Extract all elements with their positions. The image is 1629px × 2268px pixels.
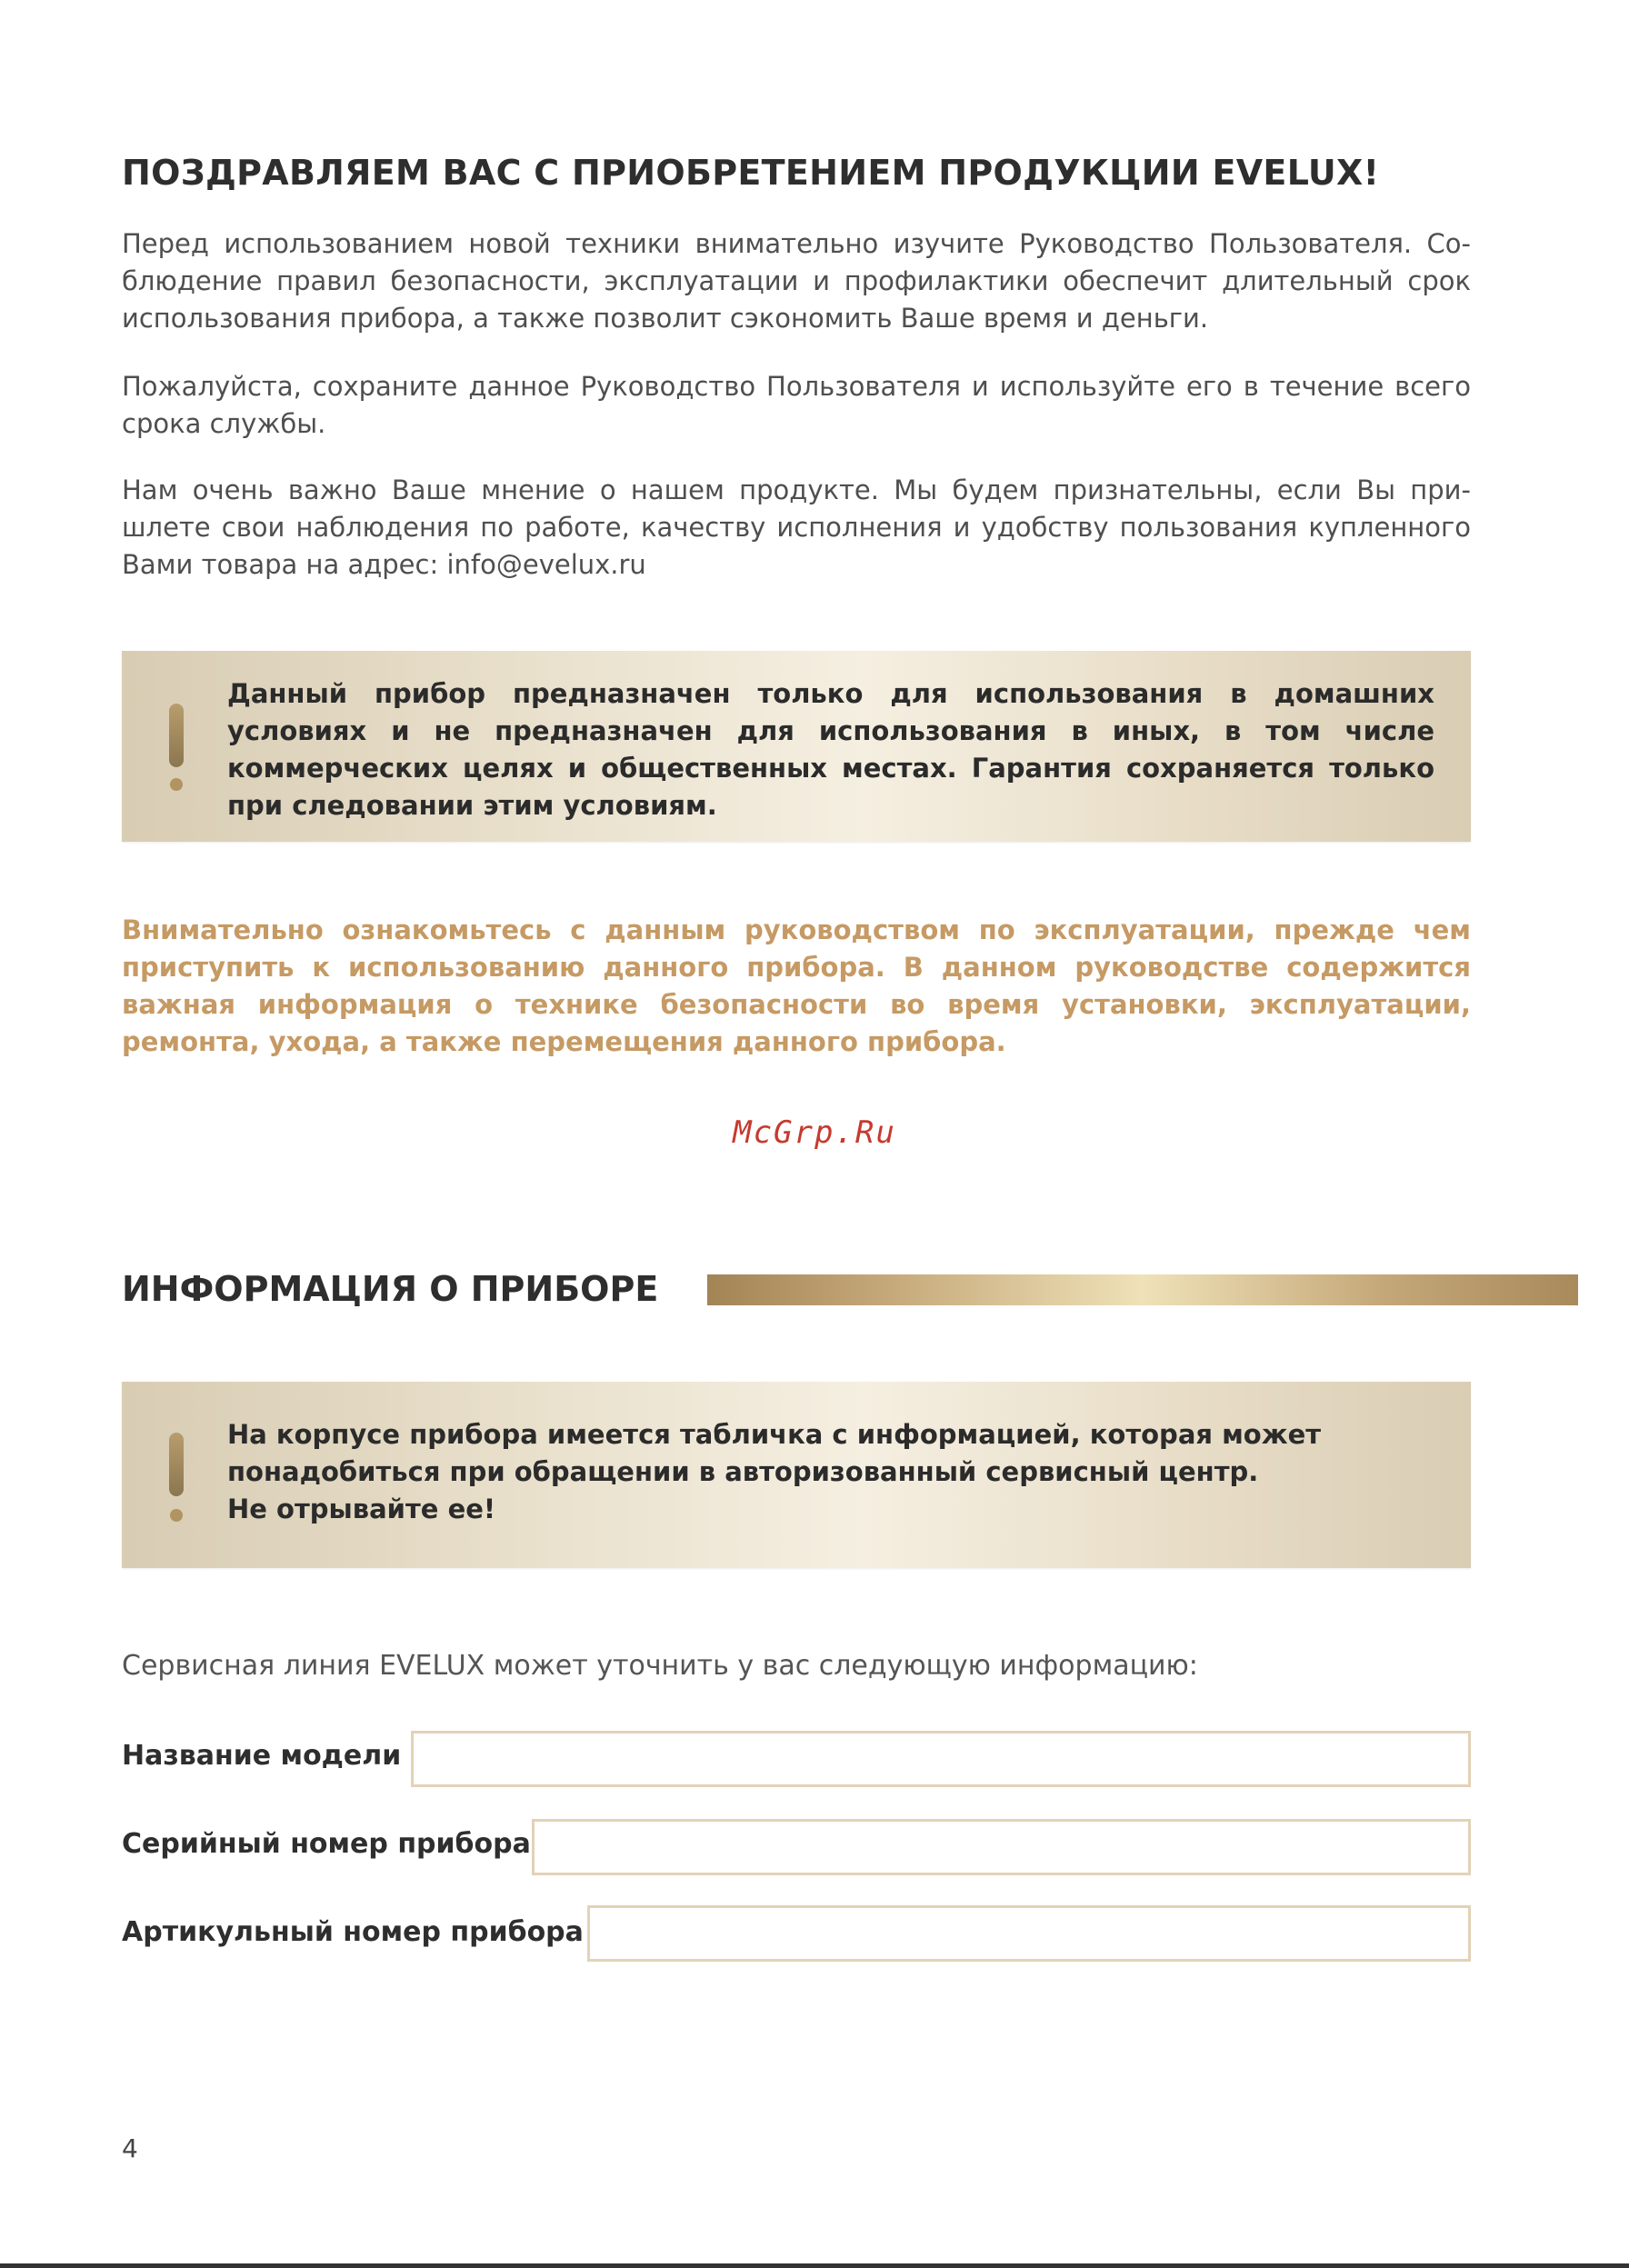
section-decorative-strip [707,1274,1578,1305]
exclamation-dot-icon [170,778,183,791]
model-name-field[interactable] [411,1731,1471,1787]
article-number-field[interactable] [587,1905,1471,1962]
exclamation-icon [169,704,184,767]
callout-line: понадобиться при обращении в авторизованный сервисный центр. [227,1456,1259,1487]
manual-notice: Внимательно ознакомьтесь с данным руководством по эксплуатации, прежде чем приступить к использованию данного прибора. В данном руководстве содержится важная информация о технике безопасности во время установки, эксплуатации, ремонта, ухода, а также перемещения данного прибора. [122,914,1471,1057]
model-name-label: Название модели [122,1740,402,1772]
usage-warning-text: Данный прибор предназначен только для использования в домашних условиях и не предназначен для использования в иных, в том числе коммерческих целях и общественных местах. Гарантия сохраняется только при следовании этим условиям. [227,678,1434,821]
callout-line: Не отрывайте ее! [227,1494,496,1524]
exclamation-dot-icon [170,1509,183,1522]
label-plate-text [227,1416,1434,1528]
section-title-device-info: ИНФОРМАЦИЯ О ПРИБОРЕ [122,1269,659,1309]
intro-paragraph-3: Нам очень важно Ваше мнение о нашем продукте. Мы будем признательны, если Вы при-шлете свои наблюдения по работе, качеству исполнения и удобству пользования купленного Вами товара на адрес: info@evelux.ru [122,475,1471,580]
page-title: ПОЗДРАВЛЯЕМ ВАС С ПРИОБРЕТЕНИЕМ ПРОДУКЦИИ EVELUX! [122,153,1380,193]
label-plate-callout [122,1382,1471,1568]
page-number: 4 [122,2133,138,2163]
bottom-rule [0,2263,1629,2268]
service-line-text: Сервисная линия EVELUX может уточнить у вас следующую информацию: [122,1650,1198,1682]
usage-warning-callout [122,651,1471,842]
serial-number-label: Серийный номер прибора [122,1828,531,1860]
serial-number-field[interactable] [532,1819,1471,1875]
article-number-label: Артикульный номер прибора [122,1916,584,1948]
exclamation-icon [169,1433,184,1496]
intro-paragraph-2: Пожалуйста, сохраните данное Руководство Пользователя и используйте его в течение всего срока службы. [122,371,1471,439]
intro-paragraph-1: Перед использованием новой техники внимательно изучите Руководство Пользователя. Со-блюдение правил безопасности, эксплуатации и профилактики обеспечит длительный срок использования прибора, а также позволит сэкономить Ваше время и деньги. [122,228,1471,334]
callout-line: На корпусе прибора имеется табличка с информацией, которая может [227,1419,1322,1450]
watermark: McGrp.Ru [733,1114,896,1151]
